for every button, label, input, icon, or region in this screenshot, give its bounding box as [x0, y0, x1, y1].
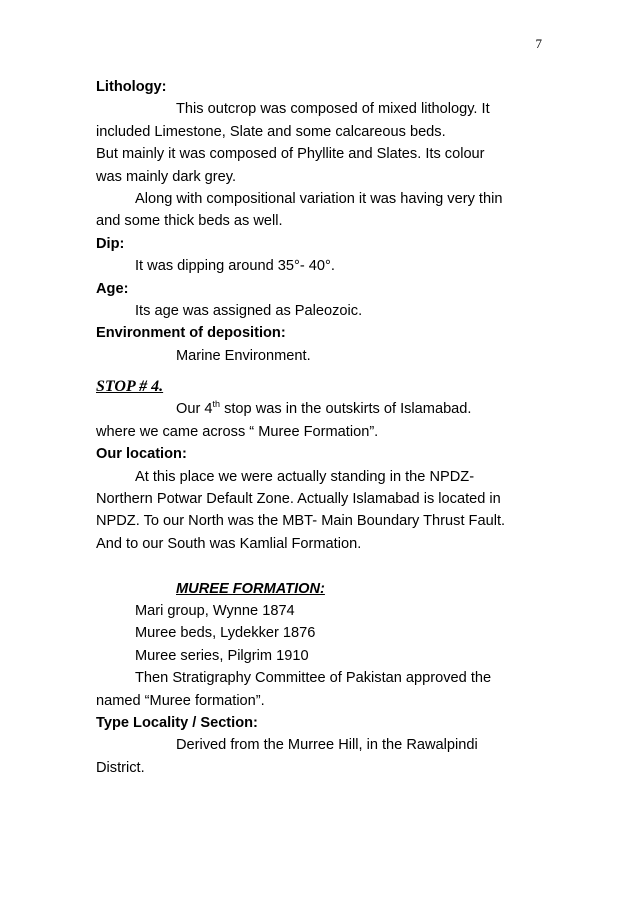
lithology-line-6: and some thick beds as well. [96, 213, 283, 230]
environment-line-1: Marine Environment. [176, 347, 311, 364]
muree-line-3: Muree series, Pilgrim 1910 [135, 647, 309, 664]
location-line-3: NPDZ. To our North was the MBT- Main Boundary Thrust Fault. [96, 513, 506, 530]
muree-line-5: named “Muree formation”. [96, 692, 265, 709]
age-line-1: Its age was assigned as Paleozoic. [135, 302, 363, 319]
lithology-line-4: was mainly dark grey. [96, 168, 237, 185]
lithology-line-5: Along with compositional variation it was having very thin [135, 190, 503, 207]
location-heading: Our location: [96, 446, 187, 463]
page-number: 7 [535, 36, 542, 51]
stop-line-2: where we came across “ Muree Formation”. [96, 423, 379, 440]
lithology-heading: Lithology: [96, 79, 167, 95]
page-body [96, 76, 556, 779]
type-locality-heading: Type Locality / Section: [96, 714, 258, 731]
location-line-1: At this place we were actually standing in the NPDZ- [135, 468, 475, 485]
stop-line-1 [96, 398, 556, 420]
dip-line-1: It was dipping around 35°- 40°. [135, 258, 335, 275]
muree-line-4: Then Stratigraphy Committee of Pakistan approved the [135, 670, 492, 687]
lithology-line-3: But mainly it was composed of Phyllite and Slates. Its colour [96, 146, 485, 163]
stop-line-1-sup: th [212, 399, 221, 410]
muree-heading: MUREE FORMATION: [176, 580, 325, 597]
lithology-line-2: included Limestone, Slate and some calcareous beds. [96, 123, 446, 140]
location-line-2: Northern Potwar Default Zone. Actually Islamabad is located in [96, 491, 501, 508]
location-line-4: And to our South was Kamlial Formation. [96, 535, 362, 552]
type-locality-line-2: District. [96, 759, 145, 776]
stop-line-1-pre: Our 4 [176, 401, 213, 418]
environment-heading: Environment of deposition: [96, 325, 286, 342]
blank-line [96, 555, 556, 577]
muree-line-2: Muree beds, Lydekker 1876 [135, 625, 316, 642]
dip-heading: Dip: [96, 235, 125, 252]
stop-line-1-post: stop was in the outskirts of Islamabad. [220, 401, 472, 418]
stop-heading: STOP # 4. [96, 378, 164, 396]
age-heading: Age: [96, 280, 129, 297]
type-locality-line-1: Derived from the Murree Hill, in the Rawalpindi [176, 737, 478, 754]
lithology-line-1: This outcrop was composed of mixed lithology. It [176, 101, 490, 118]
muree-line-1: Mari group, Wynne 1874 [135, 602, 295, 619]
muree-heading-line [96, 578, 556, 600]
